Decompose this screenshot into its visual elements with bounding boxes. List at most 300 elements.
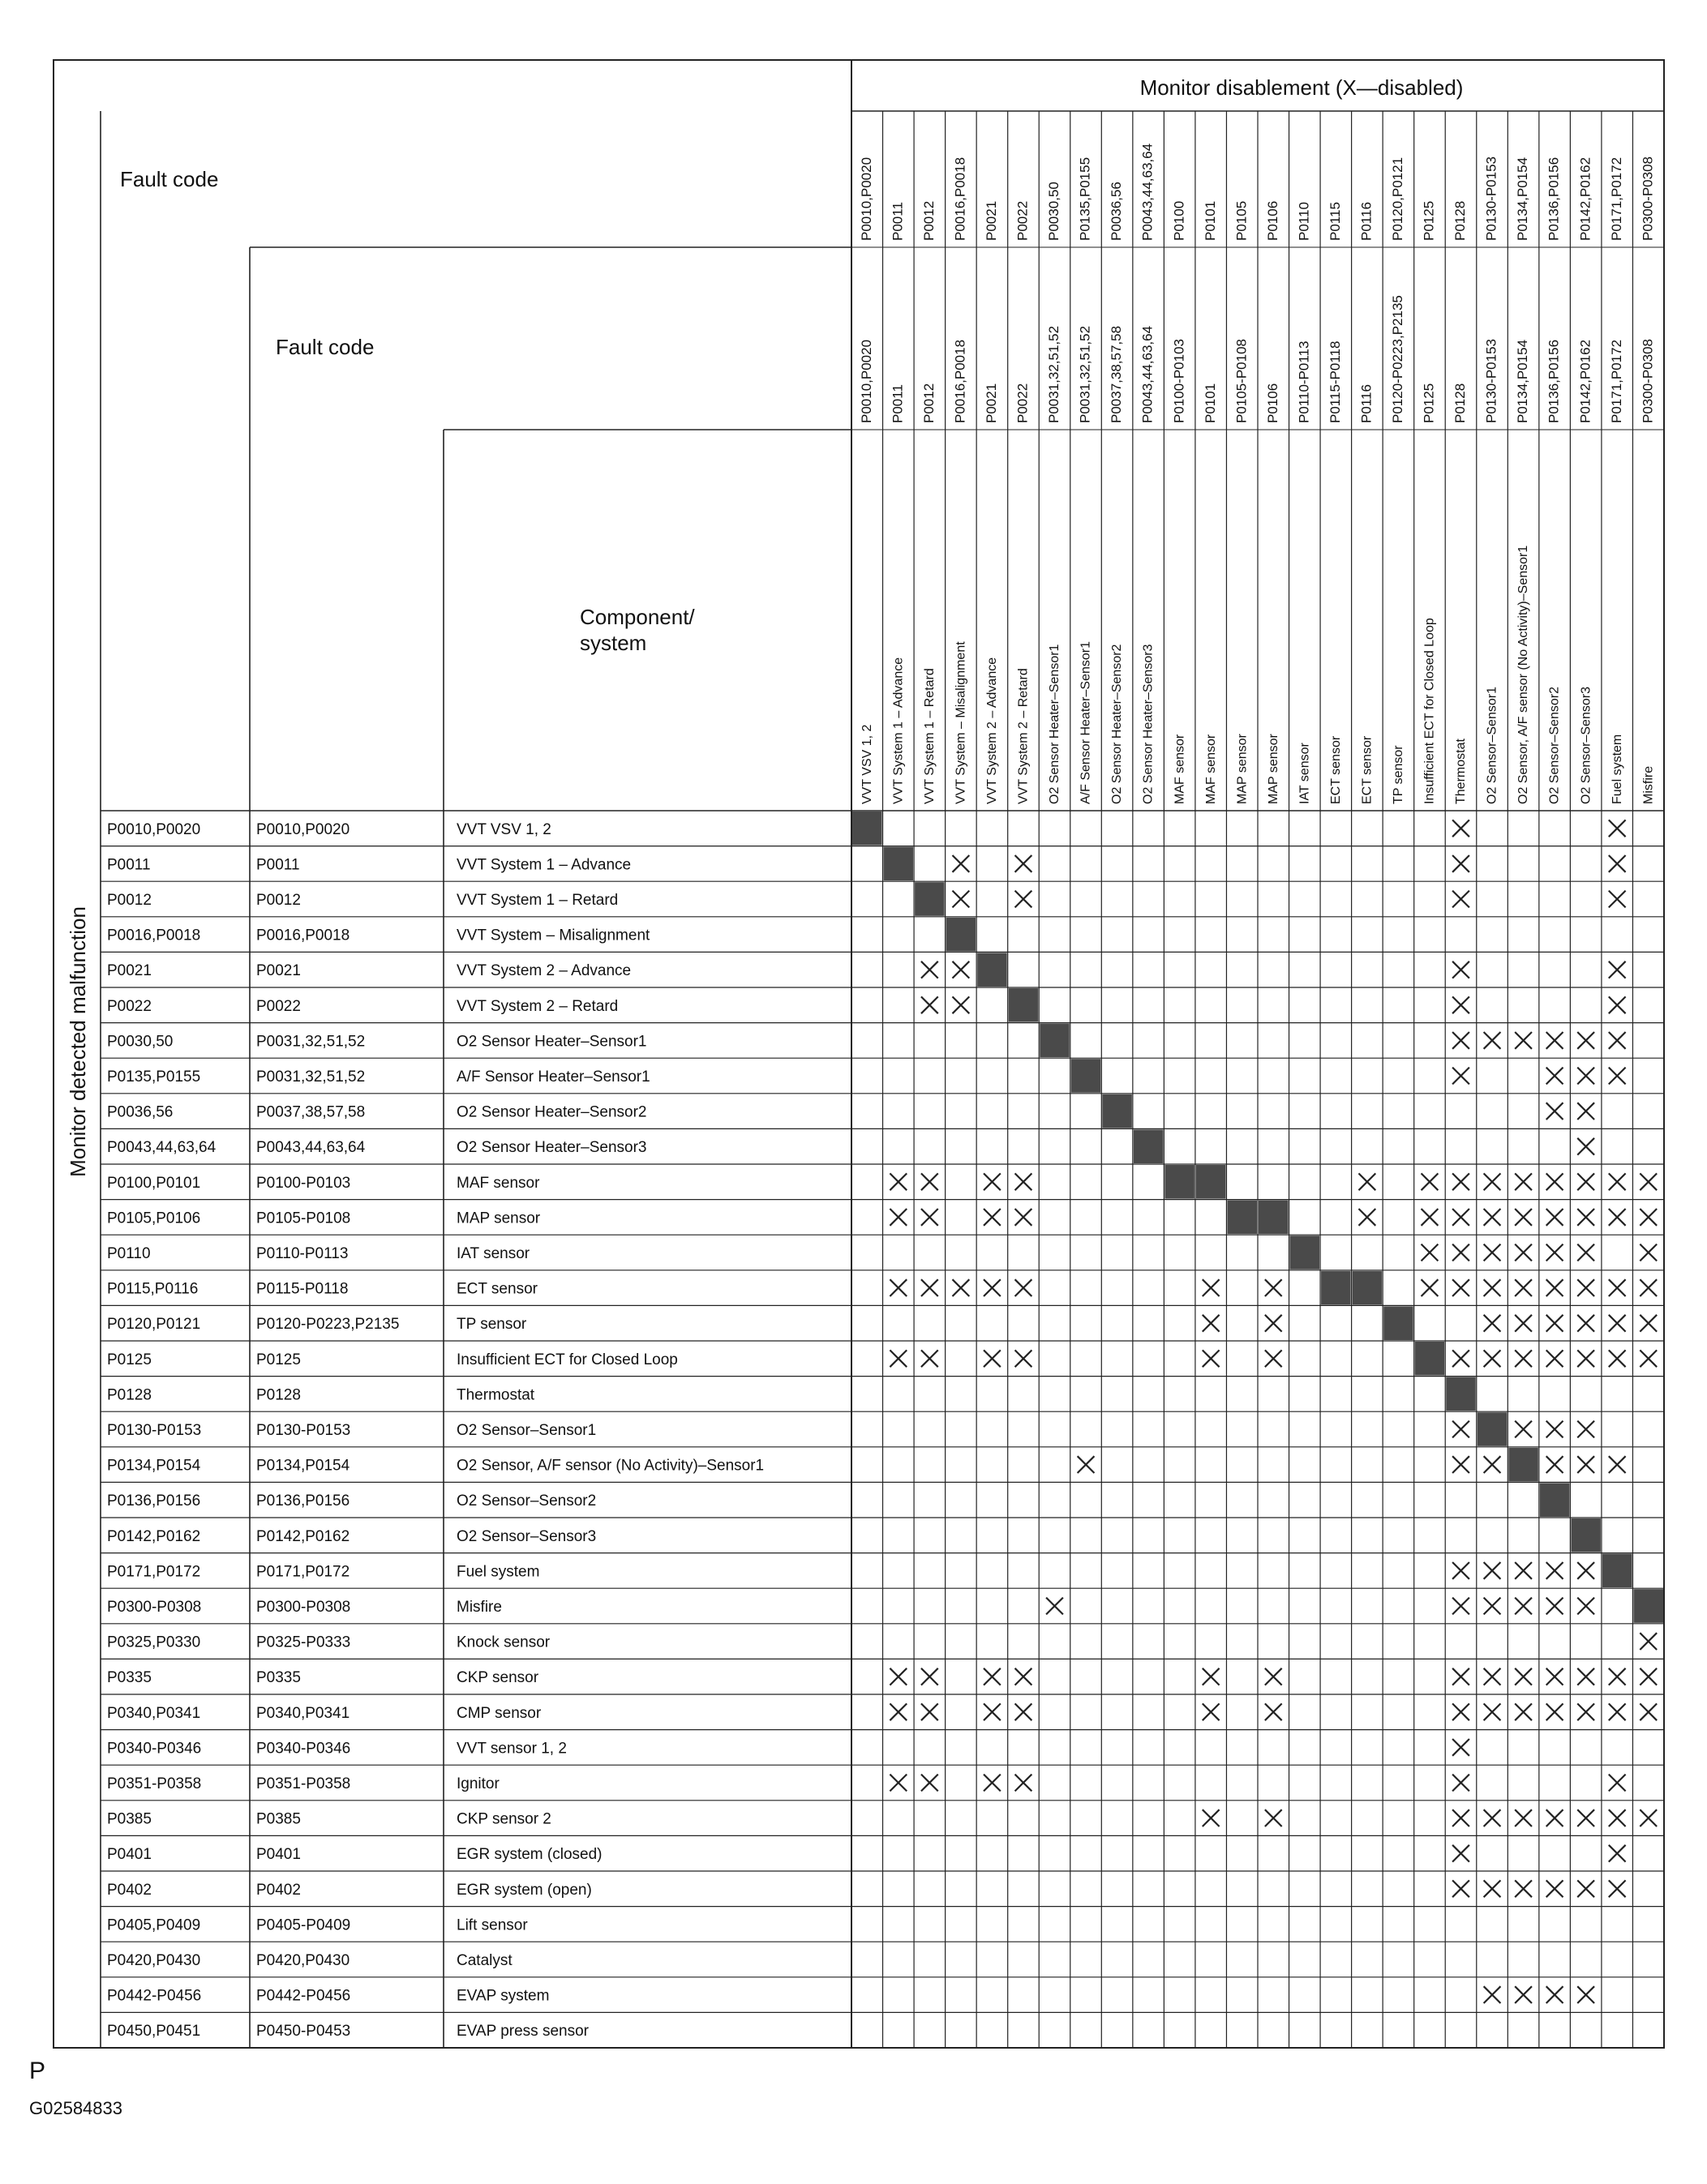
column-code-second: P0022 (1014, 383, 1031, 423)
column-component-name: MAP sensor (1235, 734, 1250, 804)
disabled-x-mark (1546, 1598, 1563, 1615)
disabled-x-mark (890, 1209, 907, 1226)
row-code-first: P0136,P0156 (107, 1492, 201, 1510)
disabled-x-mark (1015, 1173, 1032, 1190)
disabled-x-mark (1577, 1668, 1594, 1685)
disabled-x-mark (1515, 1173, 1532, 1190)
column-code-top: P0021 (984, 200, 1000, 241)
disabled-x-mark (1452, 1703, 1469, 1720)
row-code-first: P0030,50 (107, 1033, 174, 1051)
disabled-self-cell (1478, 1412, 1508, 1446)
column-code-second: P0142,P0162 (1577, 339, 1593, 423)
row-code-second: P0016,P0018 (256, 927, 350, 944)
row-component-name: Ignitor (457, 1775, 500, 1792)
column-component-name: VVT System 1 – Retard (922, 668, 937, 804)
disabled-x-mark (1015, 1279, 1032, 1296)
column-code-top: P0022 (1014, 200, 1031, 241)
row-component-name: O2 Sensor Heater–Sensor2 (457, 1103, 647, 1121)
disabled-x-mark (1640, 1209, 1657, 1226)
row-component-name: EGR system (closed) (457, 1846, 603, 1864)
disabled-self-cell (1353, 1271, 1383, 1305)
row-code-second: P0128 (256, 1386, 301, 1404)
column-code-top: P0110 (1296, 202, 1312, 241)
column-component-name: VVT System – Misalignment (954, 641, 968, 804)
disabled-x-mark (952, 855, 969, 872)
disabled-x-mark (1484, 1598, 1501, 1615)
disabled-x-mark (1452, 1244, 1469, 1261)
column-component-name: O2 Sensor–Sensor3 (1579, 687, 1593, 804)
column-component-name: O2 Sensor Heater–Sensor3 (1141, 644, 1156, 804)
row-code-second: P0385 (256, 1810, 301, 1828)
column-component-name: Thermostat (1454, 739, 1469, 804)
row-headers (107, 821, 764, 2040)
disabled-x-mark (1577, 1244, 1594, 1261)
row-code-second: P0110-P0113 (256, 1244, 349, 1262)
disabled-self-cell (977, 953, 1007, 987)
disabled-x-mark (952, 1279, 969, 1296)
row-component-name: Catalyst (457, 1951, 513, 1969)
disabled-x-mark (1515, 1986, 1532, 2003)
disabled-self-cell (1102, 1094, 1132, 1128)
disabled-x-mark (890, 1668, 907, 1685)
row-component-name: O2 Sensor Heater–Sensor3 (457, 1139, 647, 1157)
disabled-x-mark (1609, 1880, 1626, 1897)
disabled-x-mark (1265, 1703, 1282, 1720)
disabled-x-mark (984, 1668, 1001, 1685)
column-code-second: P0100-P0103 (1171, 339, 1187, 423)
disabled-x-mark (1015, 1209, 1032, 1226)
column-component-name: IAT sensor (1297, 743, 1312, 804)
disabled-x-mark (1358, 1209, 1375, 1226)
disabled-x-mark (1609, 1068, 1626, 1085)
row-code-first: P0142,P0162 (107, 1527, 201, 1545)
disabled-x-mark (1546, 1809, 1563, 1826)
row-component-name: IAT sensor (457, 1244, 530, 1262)
row-component-name: Lift sensor (457, 1916, 528, 1934)
fault-code-header-inner: Fault code (276, 335, 375, 359)
column-code-top: P0036,56 (1109, 182, 1125, 241)
disabled-x-mark (984, 1350, 1001, 1367)
column-component-name: O2 Sensor–Sensor1 (1485, 687, 1499, 804)
disabled-x-mark (1515, 1350, 1532, 1367)
row-code-first: P0022 (107, 997, 152, 1015)
disabled-x-mark (1203, 1350, 1220, 1367)
disabled-x-mark (1015, 1350, 1032, 1367)
disabled-self-cell (1633, 1589, 1663, 1623)
disabled-x-mark (1452, 1173, 1469, 1190)
column-code-top: P0116 (1358, 202, 1375, 241)
row-code-second: P0134,P0154 (256, 1457, 350, 1475)
disabled-x-mark (1484, 1315, 1501, 1332)
row-code-second: P0130-P0153 (256, 1421, 351, 1439)
disabled-x-mark (1484, 1350, 1501, 1367)
column-headers (859, 143, 1655, 804)
disabled-x-mark (1515, 1598, 1532, 1615)
row-component-name: O2 Sensor, A/F sensor (No Activity)–Sensor1 (457, 1457, 765, 1475)
disabled-x-mark (1609, 1350, 1626, 1367)
disabled-x-mark (1203, 1279, 1220, 1296)
row-code-first: P0135,P0155 (107, 1068, 201, 1086)
column-code-top: P0115 (1327, 202, 1343, 241)
row-code-second: P0402 (256, 1881, 301, 1899)
disabled-x-mark (1452, 1562, 1469, 1579)
disabled-x-mark (1640, 1668, 1657, 1685)
disabled-self-cell (946, 918, 976, 952)
disabled-x-mark (1484, 1562, 1501, 1579)
row-component-name: EVAP press sensor (457, 2023, 589, 2041)
disabled-x-mark (1265, 1809, 1282, 1826)
row-code-first: P0012 (107, 891, 152, 909)
disabled-x-mark (1452, 1350, 1469, 1367)
disabled-x-mark (1484, 1032, 1501, 1049)
column-code-top: P0134,P0154 (1515, 156, 1531, 241)
row-code-second: P0171,P0172 (256, 1563, 350, 1581)
column-component-name: TP sensor (1392, 745, 1406, 804)
row-code-first: P0420,P0430 (107, 1951, 201, 1969)
row-code-first: P0340,P0341 (107, 1704, 201, 1722)
disabled-x-mark (1265, 1315, 1282, 1332)
row-code-first: P0021 (107, 962, 152, 980)
row-code-second: P0325-P0333 (256, 1634, 351, 1651)
column-code-second: P0125 (1421, 383, 1437, 423)
disabled-x-mark (1609, 1173, 1626, 1190)
row-code-second: P0351-P0358 (256, 1775, 351, 1792)
disabled-x-mark (1577, 1103, 1594, 1120)
row-component-name: VVT VSV 1, 2 (457, 820, 551, 838)
disabled-x-mark (1609, 1703, 1626, 1720)
column-code-second: P0130-P0153 (1483, 339, 1499, 423)
disabled-x-mark (1265, 1668, 1282, 1685)
disabled-x-mark (890, 1173, 907, 1190)
disabled-x-mark (1452, 1456, 1469, 1473)
disabled-x-mark (1452, 1279, 1469, 1296)
column-component-name: Insufficient ECT for Closed Loop (1422, 618, 1437, 804)
disabled-x-mark (1609, 1279, 1626, 1296)
disabled-x-mark (1515, 1315, 1532, 1332)
column-component-name: MAF sensor (1173, 734, 1187, 804)
disabled-x-mark (1452, 820, 1469, 837)
disabled-x-mark (1640, 1244, 1657, 1261)
row-code-first: P0110 (107, 1244, 151, 1262)
row-code-second: P0037,38,57,58 (256, 1103, 366, 1121)
row-component-name: TP sensor (457, 1316, 527, 1334)
disabled-x-mark (1515, 1703, 1532, 1720)
column-code-top: P0101 (1202, 200, 1218, 241)
row-code-first: P0010,P0020 (107, 820, 201, 838)
disabled-x-mark (1546, 1103, 1563, 1120)
disabled-x-mark (1515, 1668, 1532, 1685)
disabled-x-mark (1640, 1703, 1657, 1720)
disabled-x-mark (1203, 1315, 1220, 1332)
disabled-x-mark (1515, 1279, 1532, 1296)
disabled-x-mark (1577, 1068, 1594, 1085)
disabled-x-mark (1484, 1703, 1501, 1720)
column-code-top: P0130-P0153 (1483, 156, 1499, 241)
disabled-x-mark (1515, 1421, 1532, 1438)
disabled-x-mark (984, 1209, 1001, 1226)
row-code-first: P0300-P0308 (107, 1598, 202, 1616)
disabled-x-mark (1015, 1668, 1032, 1685)
row-code-first: P0115,P0116 (107, 1280, 199, 1298)
row-code-second: P0335 (256, 1669, 301, 1687)
disabled-self-cell (915, 882, 945, 916)
disabled-x-mark (890, 1775, 907, 1792)
row-code-first: P0125 (107, 1351, 152, 1368)
column-code-second: P0134,P0154 (1515, 339, 1531, 423)
monitor-detected-malfunction-label: Monitor detected malfunction (66, 906, 90, 1177)
row-code-second: P0120-P0223,P2135 (256, 1316, 400, 1334)
disabled-x-mark (1452, 1032, 1469, 1049)
row-component-name: O2 Sensor–Sensor3 (457, 1527, 597, 1545)
disabled-x-mark (1577, 1209, 1594, 1226)
disabled-x-mark (1484, 1809, 1501, 1826)
disabled-x-mark (1078, 1456, 1095, 1473)
disabled-x-mark (1640, 1173, 1657, 1190)
column-code-top: P0030,50 (1046, 182, 1062, 241)
disabled-x-mark (921, 996, 938, 1013)
row-component-name: O2 Sensor–Sensor1 (457, 1421, 597, 1439)
disabled-x-mark (1577, 1421, 1594, 1438)
column-code-top: P0300-P0308 (1640, 156, 1656, 241)
disabled-x-mark (1452, 1845, 1469, 1862)
disabled-x-mark (1515, 1032, 1532, 1049)
row-code-second: P0450-P0453 (256, 2023, 351, 2041)
disabled-x-mark (1203, 1668, 1220, 1685)
column-code-top: P0106 (1264, 200, 1280, 241)
disabled-x-mark (1484, 1986, 1501, 2003)
column-code-top: P0171,P0172 (1608, 156, 1624, 241)
disabled-x-mark (921, 1775, 938, 1792)
row-code-first: P0335 (107, 1669, 152, 1687)
row-code-first: P0100,P0101 (107, 1174, 201, 1192)
disabled-self-cell (1508, 1448, 1538, 1482)
disabled-x-mark (1452, 1421, 1469, 1438)
disabled-x-mark (1422, 1173, 1439, 1190)
column-component-name: O2 Sensor–Sensor2 (1547, 687, 1562, 804)
disabled-x-mark (1358, 1173, 1375, 1190)
column-code-top: P0010,P0020 (858, 156, 874, 241)
disabled-x-mark (1546, 1244, 1563, 1261)
disabled-x-mark (984, 1775, 1001, 1792)
disabled-x-mark (1640, 1279, 1657, 1296)
disabled-x-mark (1577, 1703, 1594, 1720)
row-code-second: P0100-P0103 (256, 1174, 351, 1192)
column-code-second: P0300-P0308 (1640, 339, 1656, 423)
column-component-name: MAF sensor (1203, 734, 1218, 804)
column-code-second: P0136,P0156 (1546, 339, 1562, 423)
row-component-name: ECT sensor (457, 1280, 538, 1298)
row-code-second: P0340-P0346 (256, 1740, 351, 1758)
disabled-x-mark (1546, 1315, 1563, 1332)
disabled-x-mark (1546, 1279, 1563, 1296)
column-code-top: P0105 (1233, 200, 1250, 241)
disabled-x-mark (1609, 1809, 1626, 1826)
disabled-x-mark (1452, 961, 1469, 979)
disabled-x-mark (1452, 891, 1469, 908)
column-component-name: Fuel system (1610, 734, 1624, 804)
disabled-x-mark (1546, 1350, 1563, 1367)
disabled-x-mark (1609, 855, 1626, 872)
row-component-name: Thermostat (457, 1386, 535, 1404)
disabled-x-mark (921, 961, 938, 979)
disabled-x-mark (1452, 1809, 1469, 1826)
disabled-x-mark (1609, 1668, 1626, 1685)
column-component-name: ECT sensor (1360, 735, 1375, 804)
row-component-name: VVT System 1 – Advance (457, 856, 632, 874)
row-component-name: A/F Sensor Heater–Sensor1 (457, 1068, 650, 1086)
row-component-name: EVAP system (457, 1987, 550, 2005)
disabled-x-mark (1609, 1775, 1626, 1792)
disabled-x-mark (1546, 1668, 1563, 1685)
row-code-second: P0031,32,51,52 (256, 1068, 366, 1086)
component-system-header: Component/ system (580, 605, 695, 655)
column-code-second: P0105-P0108 (1233, 339, 1250, 423)
column-code-second: P0110-P0113 (1296, 340, 1312, 423)
column-code-top: P0043,44,63,64 (1139, 143, 1156, 241)
row-code-first: P0043,44,63,64 (107, 1139, 217, 1157)
disabled-x-mark (1515, 1562, 1532, 1579)
column-code-second: P0031,32,51,52 (1077, 325, 1093, 423)
disabled-x-mark (1452, 1598, 1469, 1615)
disabled-x-mark (1015, 1703, 1032, 1720)
disabled-x-mark (1515, 1809, 1532, 1826)
row-code-first: P0120,P0121 (107, 1316, 201, 1334)
column-code-second: P0010,P0020 (858, 339, 874, 423)
disabled-x-mark (890, 1279, 907, 1296)
row-component-name: VVT System 2 – Retard (457, 997, 619, 1015)
column-code-second: P0016,P0018 (952, 339, 968, 423)
row-code-second: P0115-P0118 (256, 1280, 349, 1298)
disabled-x-mark (1452, 1880, 1469, 1897)
row-code-second: P0031,32,51,52 (256, 1033, 366, 1051)
disabled-x-mark (1546, 1032, 1563, 1049)
row-code-first: P0405,P0409 (107, 1916, 201, 1934)
disabled-x-mark (1640, 1633, 1657, 1650)
disabled-x-mark (1546, 1421, 1563, 1438)
column-code-top: P0128 (1452, 200, 1469, 241)
disabled-x-mark (1609, 1032, 1626, 1049)
column-code-second: P0128 (1452, 383, 1469, 423)
column-code-second: P0106 (1264, 383, 1280, 423)
disabled-x-mark (1422, 1279, 1439, 1296)
disabled-x-mark (1452, 1209, 1469, 1226)
disabled-x-mark (1484, 1209, 1501, 1226)
disabled-x-mark (952, 996, 969, 1013)
row-component-name: Misfire (457, 1598, 502, 1616)
row-code-first: P0105,P0106 (107, 1210, 201, 1227)
disabled-x-mark (1046, 1598, 1063, 1615)
disabled-x-mark (1515, 1209, 1532, 1226)
disabled-x-mark (1265, 1350, 1282, 1367)
disabled-self-cell (884, 847, 914, 881)
disabled-x-mark (1452, 1668, 1469, 1685)
row-code-first: P0351-P0358 (107, 1775, 202, 1792)
disabled-x-mark (1577, 1456, 1594, 1473)
column-code-top: P0136,P0156 (1546, 156, 1562, 241)
column-code-second: P0011 (890, 384, 906, 423)
disabled-x-mark (984, 1703, 1001, 1720)
figure-id: G02584833 (29, 2098, 122, 2118)
row-code-second: P0043,44,63,64 (256, 1139, 366, 1157)
column-component-name: MAP sensor (1266, 734, 1280, 804)
row-code-second: P0012 (256, 891, 301, 909)
disabled-x-mark (1609, 1845, 1626, 1862)
column-code-second: P0031,32,51,52 (1046, 325, 1062, 423)
disabled-self-cell (1321, 1271, 1351, 1305)
row-code-second: P0420,P0430 (256, 1951, 350, 1969)
disabled-x-mark (1546, 1562, 1563, 1579)
column-component-name: ECT sensor (1328, 735, 1343, 804)
column-code-top: P0135,P0155 (1077, 156, 1093, 241)
row-code-first: P0401 (107, 1846, 152, 1864)
disabled-x-mark (890, 1350, 907, 1367)
disabled-x-mark (1484, 1244, 1501, 1261)
row-component-name: Knock sensor (457, 1634, 551, 1651)
disabled-self-cell (1134, 1129, 1164, 1163)
row-code-first: P0442-P0456 (107, 1987, 202, 2005)
disabled-x-mark (921, 1703, 938, 1720)
disabled-x-mark (1422, 1209, 1439, 1226)
disabled-x-mark (1265, 1279, 1282, 1296)
disabled-x-mark (1609, 1315, 1626, 1332)
disabled-self-cell (1602, 1554, 1632, 1588)
column-code-top: P0125 (1421, 200, 1437, 241)
disabled-self-cell (1040, 1024, 1070, 1058)
disabled-x-mark (1577, 1350, 1594, 1367)
column-code-second: P0120-P0223,P2135 (1390, 295, 1406, 423)
disabled-x-mark (1484, 1880, 1501, 1897)
row-code-second: P0021 (256, 962, 301, 980)
row-component-name: O2 Sensor–Sensor2 (457, 1492, 597, 1510)
row-code-second: P0401 (256, 1846, 301, 1864)
disabled-x-mark (921, 1173, 938, 1190)
row-code-first: P0385 (107, 1810, 152, 1828)
disabled-x-mark (1609, 996, 1626, 1013)
column-component-name: O2 Sensor Heater–Sensor1 (1048, 644, 1062, 804)
disabled-x-mark (984, 1279, 1001, 1296)
column-code-top: P0012 (920, 200, 937, 241)
row-component-name: CMP sensor (457, 1704, 542, 1722)
disabled-self-cell (1164, 1165, 1194, 1199)
column-code-top: P0100 (1171, 200, 1187, 241)
column-code-second: P0021 (984, 383, 1000, 423)
disabled-x-mark (1515, 1244, 1532, 1261)
disabled-self-cell (1540, 1483, 1570, 1517)
disabled-x-mark (1577, 1986, 1594, 2003)
disabled-x-mark (921, 1668, 938, 1685)
disabled-self-cell (1290, 1235, 1320, 1270)
row-component-name: CKP sensor 2 (457, 1810, 551, 1828)
disabled-self-cell (1009, 988, 1039, 1022)
row-code-second: P0010,P0020 (256, 820, 350, 838)
disabled-self-cell (1196, 1165, 1226, 1199)
disabled-x-mark (984, 1173, 1001, 1190)
disabled-x-mark (1452, 1739, 1469, 1756)
disabled-x-mark (1452, 855, 1469, 872)
row-component-name: EGR system (open) (457, 1881, 592, 1899)
row-code-first: P0036,56 (107, 1103, 174, 1121)
row-code-second: P0011 (256, 856, 300, 874)
disabled-x-mark (1640, 1809, 1657, 1826)
row-code-second: P0125 (256, 1351, 301, 1368)
disabled-x-mark (1546, 1880, 1563, 1897)
disabled-x-mark (1203, 1809, 1220, 1826)
disabled-x-mark (921, 1350, 938, 1367)
disabled-x-mark (1452, 996, 1469, 1013)
row-code-second: P0022 (256, 997, 301, 1015)
disabled-x-mark (1546, 1173, 1563, 1190)
disabled-x-mark (1015, 855, 1032, 872)
